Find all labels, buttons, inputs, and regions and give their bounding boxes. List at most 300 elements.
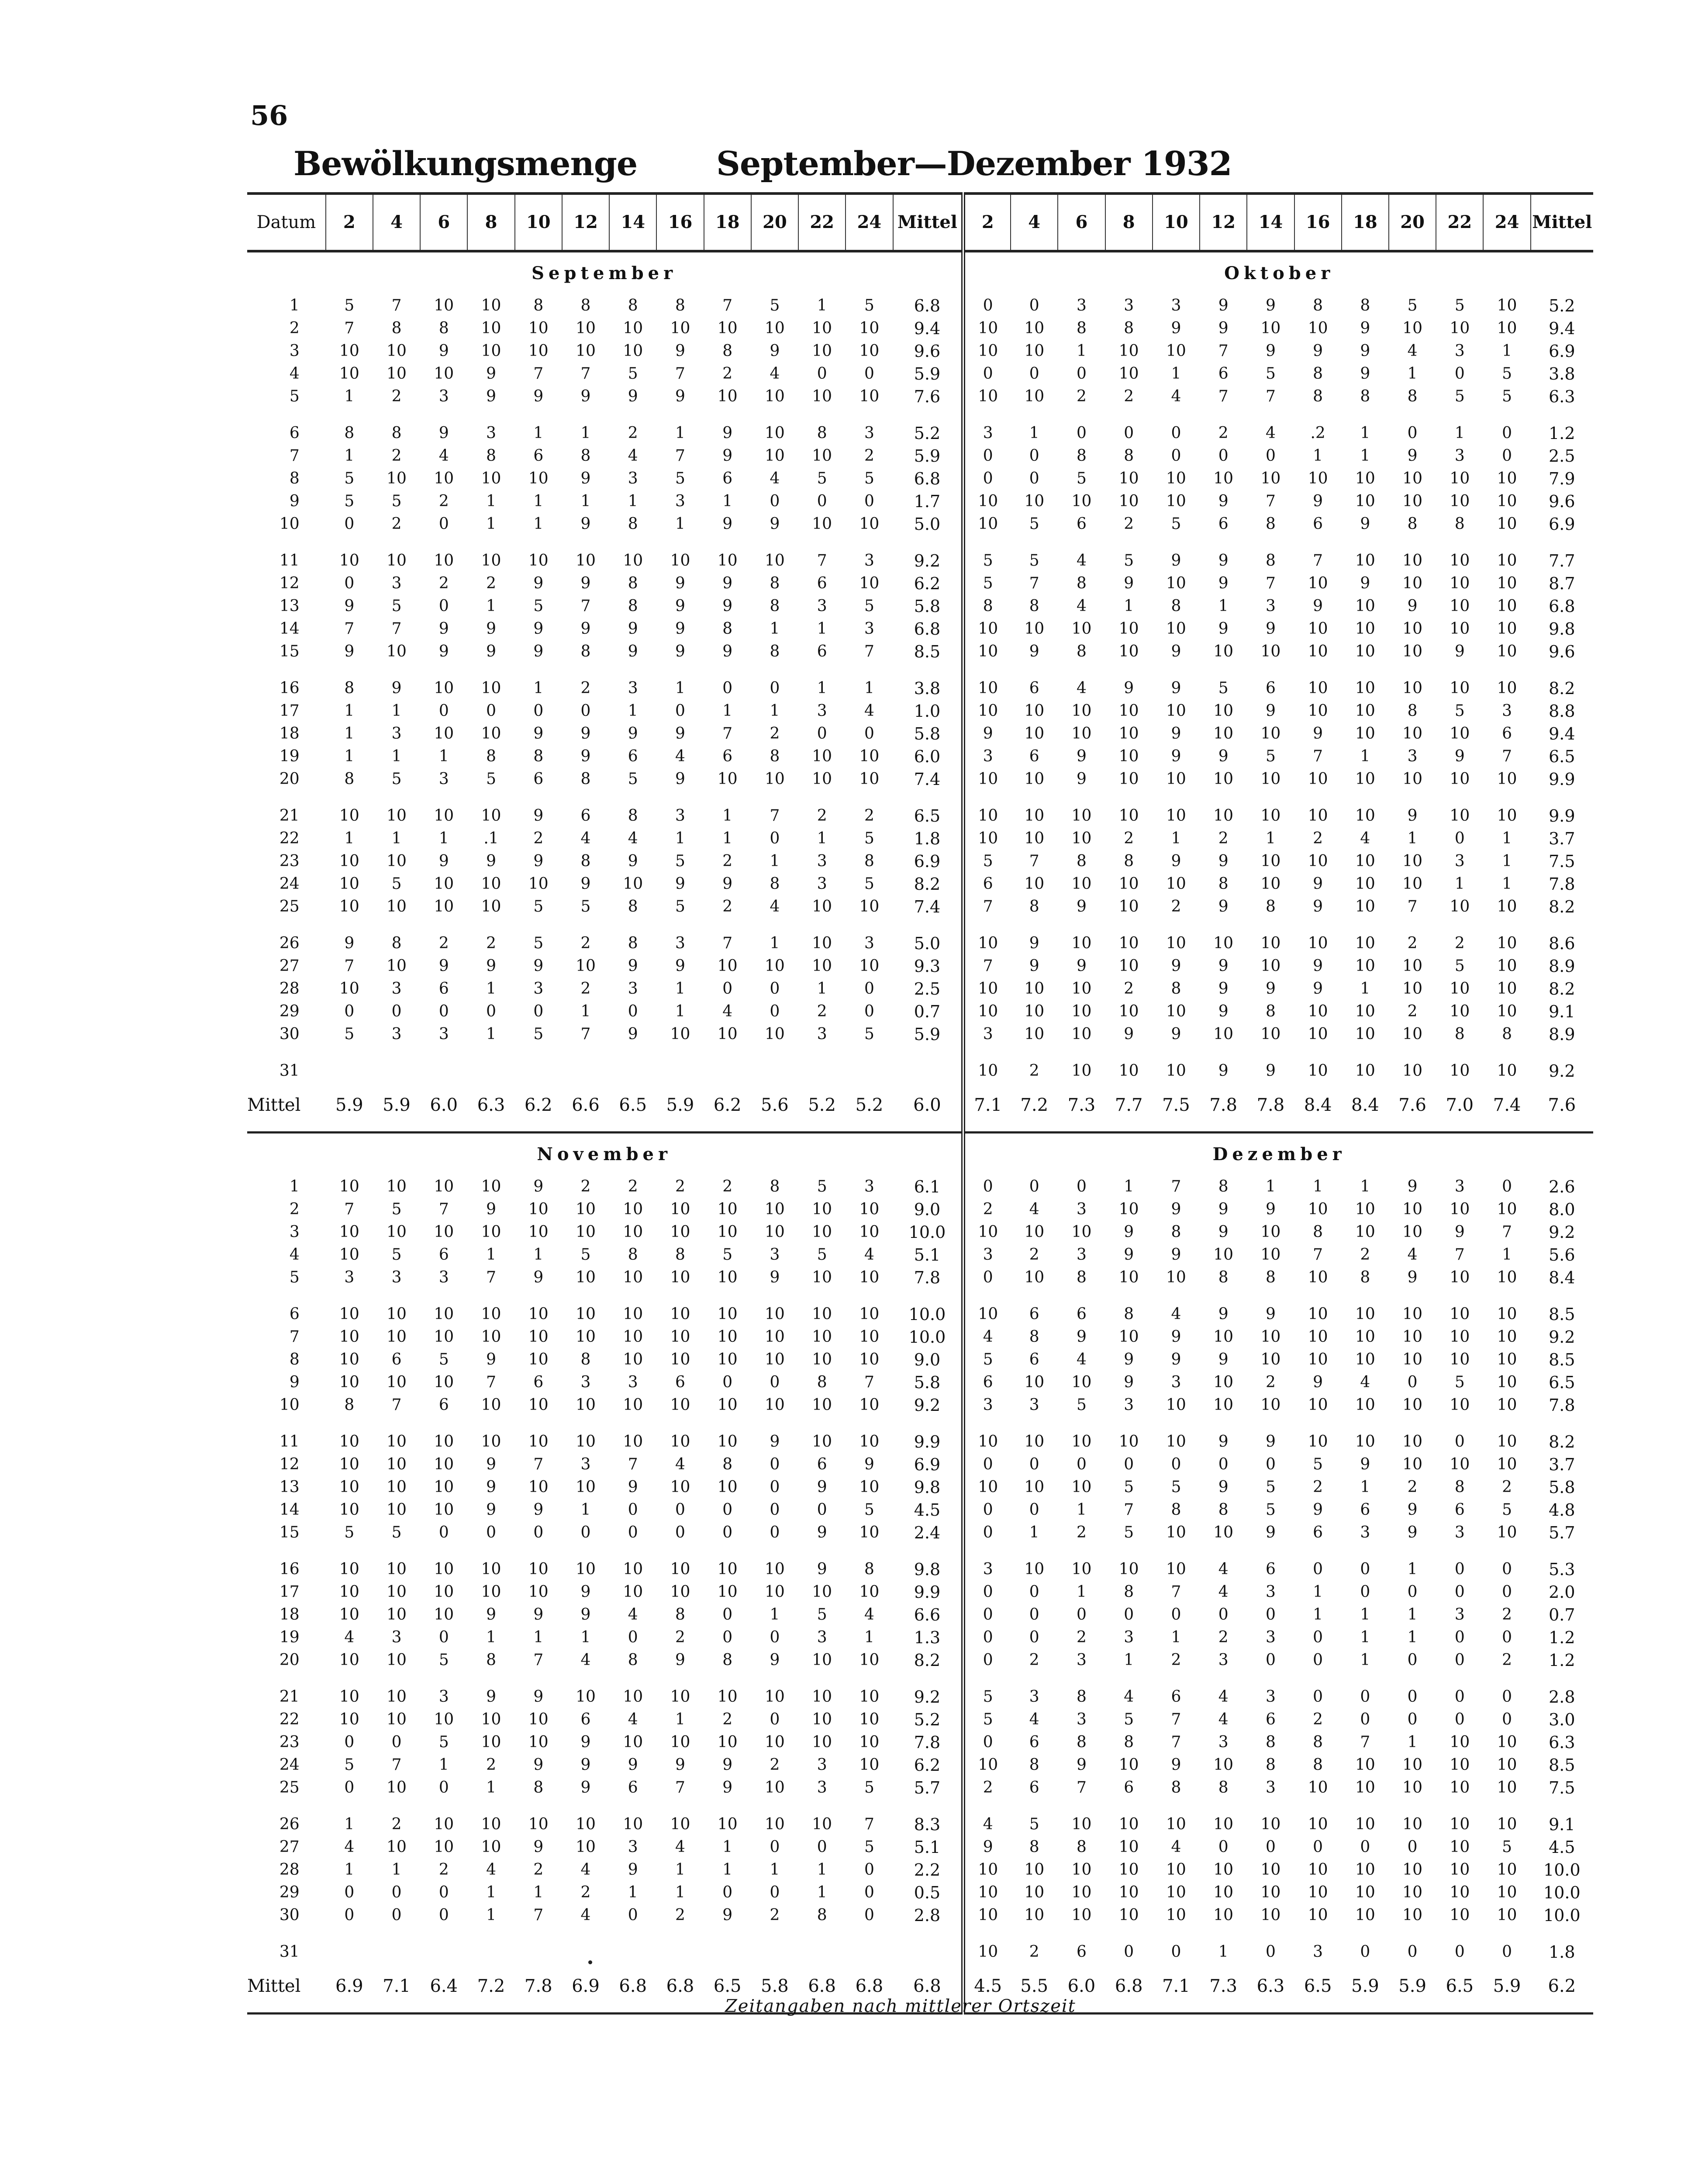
daily-mean: 10.0 <box>1543 1860 1581 1880</box>
hour-value: 10 <box>387 1478 407 1496</box>
hour-value: 9 <box>628 1756 638 1774</box>
day-row <box>247 932 1593 955</box>
hour-value: 0 <box>1077 1606 1087 1624</box>
hour-value: 10 <box>1024 1373 1045 1391</box>
hour-value: 9 <box>675 957 685 975</box>
hour-value: 10 <box>1308 1268 1328 1286</box>
hour-value: 10 <box>481 297 501 314</box>
hour-value: 8 <box>817 1373 827 1391</box>
hour-value: 1 <box>1407 829 1418 847</box>
hour-value: 10 <box>1308 1062 1328 1080</box>
table-frame <box>247 192 1593 1996</box>
hour-value: 0 <box>1360 1583 1370 1601</box>
day-number: 5 <box>289 1268 300 1286</box>
hour-value: 10 <box>812 1351 832 1368</box>
hour-value <box>562 1060 609 1082</box>
hour-value: 5 <box>864 1025 874 1043</box>
hour-value: 10 <box>1166 1815 1186 1833</box>
hour-value: 0 <box>722 1501 733 1519</box>
hour-value: 5 <box>1502 365 1512 383</box>
hour-mean: 7.3 <box>1067 1095 1096 1115</box>
hour-value: 0 <box>1360 1838 1370 1856</box>
hour-value: 1 <box>1360 747 1370 765</box>
hour-value: 3 <box>1218 1651 1229 1669</box>
hour-mean: 5.2 <box>808 1095 836 1115</box>
hour-value: 0 <box>1171 1455 1181 1473</box>
daily-mean: 6.1 <box>893 1175 963 1198</box>
hour-value: 5 <box>983 574 993 592</box>
hour-value: 4 <box>628 1711 638 1728</box>
day-row <box>247 1326 1593 1348</box>
hour-value: 10 <box>670 1268 690 1286</box>
hour-value: 5 <box>864 875 874 893</box>
hour-value: 3 <box>817 1756 827 1774</box>
hour-value: 3 <box>675 492 685 510</box>
hour-value: 0 <box>1407 1583 1418 1601</box>
hour-value: 10 <box>859 1583 880 1601</box>
hour-value: 10 <box>1497 319 1517 337</box>
hour-value: 10 <box>1497 574 1517 592</box>
hour-value: 10 <box>1402 1455 1422 1473</box>
hour-value: 1 <box>1360 447 1370 465</box>
hour-value: 1 <box>533 424 544 442</box>
hour-value: 10 <box>1118 1883 1139 1901</box>
hour-value: 10 <box>528 1711 549 1728</box>
hour-value: 3 <box>983 1025 993 1043</box>
hour-value: 0 <box>533 702 544 720</box>
hour-value: 9 <box>533 574 544 592</box>
hour-value: 0 <box>438 1883 449 1901</box>
day-number: 17 <box>279 1583 300 1601</box>
hour-value: 1 <box>675 1861 685 1879</box>
hour-value: 10 <box>1071 620 1092 638</box>
day-row <box>247 1649 1593 1672</box>
hour-value: 9 <box>1313 725 1323 743</box>
hour-value: 5 <box>1029 515 1039 533</box>
hour-value: 10 <box>1497 492 1517 510</box>
hour-value: 9 <box>675 1651 685 1669</box>
hour-value: 9 <box>580 574 591 592</box>
hour-value: 7 <box>1029 574 1039 592</box>
day-row <box>247 1023 1593 1046</box>
day-number: 17 <box>279 702 300 720</box>
hour-value: 10 <box>670 1328 690 1346</box>
hour-value: 10 <box>623 875 643 893</box>
day-number: 5 <box>289 387 300 405</box>
day-number: 20 <box>279 770 300 788</box>
hour-value: 10 <box>1166 1560 1186 1578</box>
hour-value: 10 <box>1308 1779 1328 1797</box>
day-row <box>247 1303 1593 1326</box>
gap-cell <box>963 536 1593 549</box>
hour-value: 9 <box>533 1268 544 1286</box>
daily-mean: 1.3 <box>893 1626 963 1649</box>
hour-value: 10 <box>623 342 643 360</box>
hour-value: 10 <box>481 1838 501 1856</box>
hour-value: 8 <box>1077 1688 1087 1706</box>
hour-value: 0 <box>864 725 874 743</box>
gap-cell <box>247 791 963 805</box>
daily-mean: 5.2 <box>893 422 963 445</box>
hour-value: 6 <box>1077 1305 1087 1323</box>
hour-value: 10 <box>1497 552 1517 570</box>
hour-value: 5 <box>1265 1501 1276 1519</box>
hour-value: 10 <box>339 1651 359 1669</box>
hour-value: 4 <box>580 1651 591 1669</box>
hour-value: 0 <box>817 1838 827 1856</box>
hour-value: 9 <box>628 725 638 743</box>
gap-cell <box>963 918 1593 932</box>
day-number: 9 <box>289 1373 300 1391</box>
hour-value: 1 <box>1313 1178 1323 1196</box>
hour-value: 1 <box>1029 1524 1039 1541</box>
hour-value: 2 <box>1360 1246 1370 1264</box>
hour-value: 10 <box>765 770 785 788</box>
hour-value: 9 <box>533 725 544 743</box>
hour-value: 10 <box>1213 1246 1234 1264</box>
daily-mean: 8.5 <box>893 640 963 663</box>
daily-mean: 2.2 <box>893 1859 963 1881</box>
hour-value: 0 <box>1360 1711 1370 1728</box>
hour-value: 9 <box>533 852 544 870</box>
hour-value: 10 <box>978 1305 998 1323</box>
hour-value: 10 <box>1260 1396 1281 1414</box>
hour-value: 0 <box>722 1606 733 1624</box>
hour-value: 10 <box>1213 1328 1234 1346</box>
hour-value: 4 <box>628 1606 638 1624</box>
hour-value: 10 <box>1260 934 1281 952</box>
hour-value: 10 <box>765 1396 785 1414</box>
hour-value: 9 <box>722 1906 733 1924</box>
hour-value: 5 <box>391 597 402 615</box>
hour-value: 3 <box>391 1628 402 1646</box>
hour-value: 10 <box>1071 934 1092 952</box>
hour-value: 10 <box>1308 470 1328 487</box>
hour-value: 1 <box>1313 1606 1323 1624</box>
day-number: 15 <box>279 643 300 660</box>
hour-mean: 7.0 <box>1446 1095 1474 1115</box>
hour-value: 9 <box>533 1606 544 1624</box>
hour-value: 6 <box>983 1373 993 1391</box>
hour-value: 7 <box>533 1455 544 1473</box>
hour-value: 10 <box>1497 1200 1517 1218</box>
hour-value: 10 <box>1497 1396 1517 1414</box>
day-number: 24 <box>279 875 300 893</box>
header-hour: 10 <box>515 194 562 251</box>
hour-value: 2 <box>675 1906 685 1924</box>
day-row <box>247 1603 1593 1626</box>
hour-value <box>373 1941 420 1963</box>
day-row <box>247 1198 1593 1221</box>
hour-value: 9 <box>1313 1373 1323 1391</box>
day-row <box>247 490 1593 513</box>
hour-mean: 5.9 <box>666 1095 694 1115</box>
hour-value: 10 <box>481 1305 501 1323</box>
hour-value: 6 <box>628 747 638 765</box>
hour-value: 0 <box>486 702 496 720</box>
hour-value: 10 <box>670 1433 690 1451</box>
hour-value: 2 <box>1029 1062 1039 1080</box>
hour-value: 1 <box>1124 1178 1134 1196</box>
hour-value: 10 <box>1450 1062 1470 1080</box>
hour-value: 5 <box>344 1524 355 1541</box>
hour-value: 10 <box>812 1223 832 1241</box>
hour-value: 2 <box>1124 980 1134 998</box>
hour-value: 1 <box>391 829 402 847</box>
daily-mean: 6.5 <box>893 805 963 827</box>
daily-mean: 6.3 <box>1549 1733 1575 1752</box>
hour-value: 2 <box>628 1178 638 1196</box>
daily-mean: 9.8 <box>893 1476 963 1499</box>
day-row <box>247 294 1593 317</box>
hour-value: 7 <box>391 297 402 314</box>
hour-value: 10 <box>339 1455 359 1473</box>
hour-value: 5 <box>391 492 402 510</box>
hour-value: 3 <box>1502 702 1512 720</box>
daily-mean: 4.5 <box>893 1499 963 1521</box>
hour-value: 10 <box>812 1268 832 1286</box>
hour-value: 10 <box>1024 807 1045 825</box>
hour-value: 0 <box>1454 1651 1465 1669</box>
hour-value: 7 <box>1502 747 1512 765</box>
hour-value: 10 <box>1024 620 1045 638</box>
hour-value: 10 <box>670 1583 690 1601</box>
hour-value: 7 <box>1171 1583 1181 1601</box>
hour-value: 10 <box>387 1688 407 1706</box>
hour-value: 7 <box>1124 1501 1134 1519</box>
hour-value: 10 <box>1260 1861 1281 1879</box>
hour-value: 9 <box>438 424 449 442</box>
daily-mean: 9.2 <box>1549 1223 1575 1242</box>
day-number: 27 <box>279 1838 300 1856</box>
hour-value: 2 <box>486 1756 496 1774</box>
hour-value: 9 <box>486 1501 496 1519</box>
hour-value: 1 <box>675 829 685 847</box>
daily-mean: 8.8 <box>1549 702 1575 721</box>
hour-value: 3 <box>1077 1200 1087 1218</box>
hour-value: 2 <box>675 1628 685 1646</box>
hour-value: 2 <box>1454 934 1465 952</box>
hour-value: 10 <box>434 1606 454 1624</box>
hour-value: 4 <box>1029 1200 1039 1218</box>
hour-value: 1 <box>344 829 355 847</box>
hour-value: 10 <box>1402 470 1422 487</box>
hour-value: 6 <box>817 574 827 592</box>
hour-value: 0 <box>1218 1455 1229 1473</box>
hour-mean: 6.3 <box>1256 1976 1285 1996</box>
hour-value: 2 <box>675 1178 685 1196</box>
hour-value: 7 <box>770 807 780 825</box>
hour-value: 8 <box>1218 1501 1229 1519</box>
hour-value: 10 <box>434 875 454 893</box>
hour-value: 2 <box>1502 1478 1512 1496</box>
hour-value: 7 <box>1077 1779 1087 1797</box>
hour-value: 10 <box>1355 1002 1375 1020</box>
hour-mean: 5.9 <box>1351 1976 1379 1996</box>
hour-value: 3 <box>1454 852 1465 870</box>
hour-value: 2 <box>770 1756 780 1774</box>
day-number: 24 <box>279 1756 300 1774</box>
hour-value: 9 <box>1171 747 1181 765</box>
hour-value: 10 <box>1308 934 1328 952</box>
hour-value: 0 <box>344 1779 355 1797</box>
hour-value: 7 <box>1218 387 1229 405</box>
hour-value: 10 <box>1213 807 1234 825</box>
hour-value: 10 <box>1071 1025 1092 1043</box>
hour-value: 5 <box>533 898 544 916</box>
hour-value: 10 <box>1450 1200 1470 1218</box>
hour-value: 10 <box>1402 875 1422 893</box>
hour-value: 10 <box>1308 1328 1328 1346</box>
hour-value: 2 <box>864 447 874 465</box>
hour-value: 0 <box>770 1002 780 1020</box>
header-hour: 22 <box>1436 194 1483 251</box>
hour-value: 10 <box>812 1305 832 1323</box>
hour-value: 2 <box>580 1178 591 1196</box>
hour-value: 7 <box>675 365 685 383</box>
gap-cell <box>963 1544 1593 1558</box>
hour-value: 6 <box>817 1455 827 1473</box>
hour-value: 10 <box>1260 957 1281 975</box>
hour-value: 0 <box>1171 1943 1181 1961</box>
gap-cell <box>247 1927 963 1941</box>
hour-value: 9 <box>1265 342 1276 360</box>
day-number: 8 <box>289 470 300 487</box>
gap-cell <box>963 791 1593 805</box>
hour-value: 9 <box>580 620 591 638</box>
mean-label: Mittel <box>247 1095 301 1115</box>
hour-value: 10 <box>1355 1883 1375 1901</box>
hour-value: 10 <box>387 807 407 825</box>
hour-value: 9 <box>1313 980 1323 998</box>
hour-value: 0 <box>983 1524 993 1541</box>
hour-value <box>798 1060 846 1082</box>
hour-value: 0 <box>817 1501 827 1519</box>
hour-value: 10 <box>1402 1025 1422 1043</box>
daily-mean: 9.2 <box>1549 1061 1575 1081</box>
hour-value: 10 <box>1260 1815 1281 1833</box>
hour-value: 10 <box>859 1200 880 1218</box>
hour-value: 9 <box>438 852 449 870</box>
hour-value: 10 <box>978 1943 998 1961</box>
hour-value: 8 <box>1407 702 1418 720</box>
hour-value: 1 <box>722 1861 733 1879</box>
day-number: 2 <box>289 319 300 337</box>
hour-value: 10 <box>1118 470 1139 487</box>
hour-value: 10 <box>1402 1223 1422 1241</box>
hour-value: 10 <box>1450 1815 1470 1833</box>
hour-value: 9 <box>486 643 496 660</box>
hour-value: 9 <box>1407 1524 1418 1541</box>
hour-value: 8 <box>391 424 402 442</box>
hour-value: 8 <box>628 597 638 615</box>
hour-value: 10 <box>1497 1268 1517 1286</box>
hour-value: 8 <box>1029 1328 1039 1346</box>
hour-mean: 6.8 <box>808 1976 836 1996</box>
hour-value: 5 <box>1171 515 1181 533</box>
hour-value: 10 <box>434 725 454 743</box>
hour-value: 10 <box>1355 470 1375 487</box>
gap-cell <box>247 1289 963 1303</box>
day-number: 9 <box>289 492 300 510</box>
hour-mean: 6.5 <box>1446 1976 1474 1996</box>
gap-cell <box>963 408 1593 422</box>
hour-value: 9 <box>1077 1328 1087 1346</box>
day-row <box>247 1244 1593 1266</box>
group-gap <box>247 1289 1593 1303</box>
hour-value: 10 <box>1355 1396 1375 1414</box>
hour-value: 1 <box>533 1883 544 1901</box>
hour-value: 4 <box>580 829 591 847</box>
hour-value: .2 <box>1310 424 1325 442</box>
hour-value: 3 <box>983 1560 993 1578</box>
hour-value: 8 <box>864 1560 874 1578</box>
hour-value: 9 <box>486 620 496 638</box>
header-mittel: Mittel <box>1531 194 1593 251</box>
hour-value: 7 <box>344 1200 355 1218</box>
hour-value: 7 <box>1265 492 1276 510</box>
hour-value: 10 <box>1308 319 1328 337</box>
hour-value: 4 <box>1407 1246 1418 1264</box>
hour-value: 1 <box>1360 1606 1370 1624</box>
hour-value: 4 <box>1360 1373 1370 1391</box>
hour-value: 0 <box>1407 1838 1418 1856</box>
hour-value: 10 <box>1497 1756 1517 1774</box>
hour-value: 1 <box>817 297 827 314</box>
hour-value: 10 <box>859 957 880 975</box>
hour-value: 10 <box>623 1688 643 1706</box>
hour-value: 8 <box>1454 1025 1465 1043</box>
header-hour: 4 <box>373 194 420 251</box>
hour-value: 10 <box>1355 898 1375 916</box>
daily-mean: 3.7 <box>1549 1455 1575 1474</box>
hour-value: 7 <box>1171 1711 1181 1728</box>
daily-mean: 9.2 <box>893 1686 963 1708</box>
daily-mean: 4.8 <box>1549 1500 1575 1520</box>
daily-mean: 9.0 <box>893 1198 963 1221</box>
hour-value: 7 <box>864 1373 874 1391</box>
hour-value: 0 <box>1313 1651 1323 1669</box>
table-title: Bewölkungsmenge <box>293 144 638 183</box>
daily-mean: 2.8 <box>1549 1687 1575 1707</box>
hour-value: 10 <box>1355 1906 1375 1924</box>
daily-mean: 9.4 <box>1549 724 1575 743</box>
hour-value: 10 <box>1118 807 1139 825</box>
hour-value: 2 <box>486 934 496 952</box>
hour-value: 9 <box>675 342 685 360</box>
cloud-cover-table <box>247 192 1593 2015</box>
hour-value: 8 <box>580 643 591 660</box>
hour-value: 9 <box>722 1779 733 1797</box>
hour-value: 10 <box>1024 1560 1045 1578</box>
hour-value: 0 <box>580 702 591 720</box>
hour-mean: 5.9 <box>383 1095 411 1115</box>
daily-mean <box>893 1060 963 1082</box>
day-number: 30 <box>279 1025 300 1043</box>
hour-value: 9 <box>1218 1223 1229 1241</box>
hour-value: 0 <box>1029 1583 1039 1601</box>
hour-value: 9 <box>533 957 544 975</box>
hour-value: 4 <box>1218 1688 1229 1706</box>
hour-value: 10 <box>339 1178 359 1196</box>
hour-value: 8 <box>722 620 733 638</box>
hour-value: 10 <box>1355 1433 1375 1451</box>
hour-mean: 7.5 <box>1162 1095 1190 1115</box>
hour-value: 10 <box>481 807 501 825</box>
hour-value: 0 <box>983 1606 993 1624</box>
hour-value: 10 <box>670 1396 690 1414</box>
day-number: 26 <box>279 1815 300 1833</box>
